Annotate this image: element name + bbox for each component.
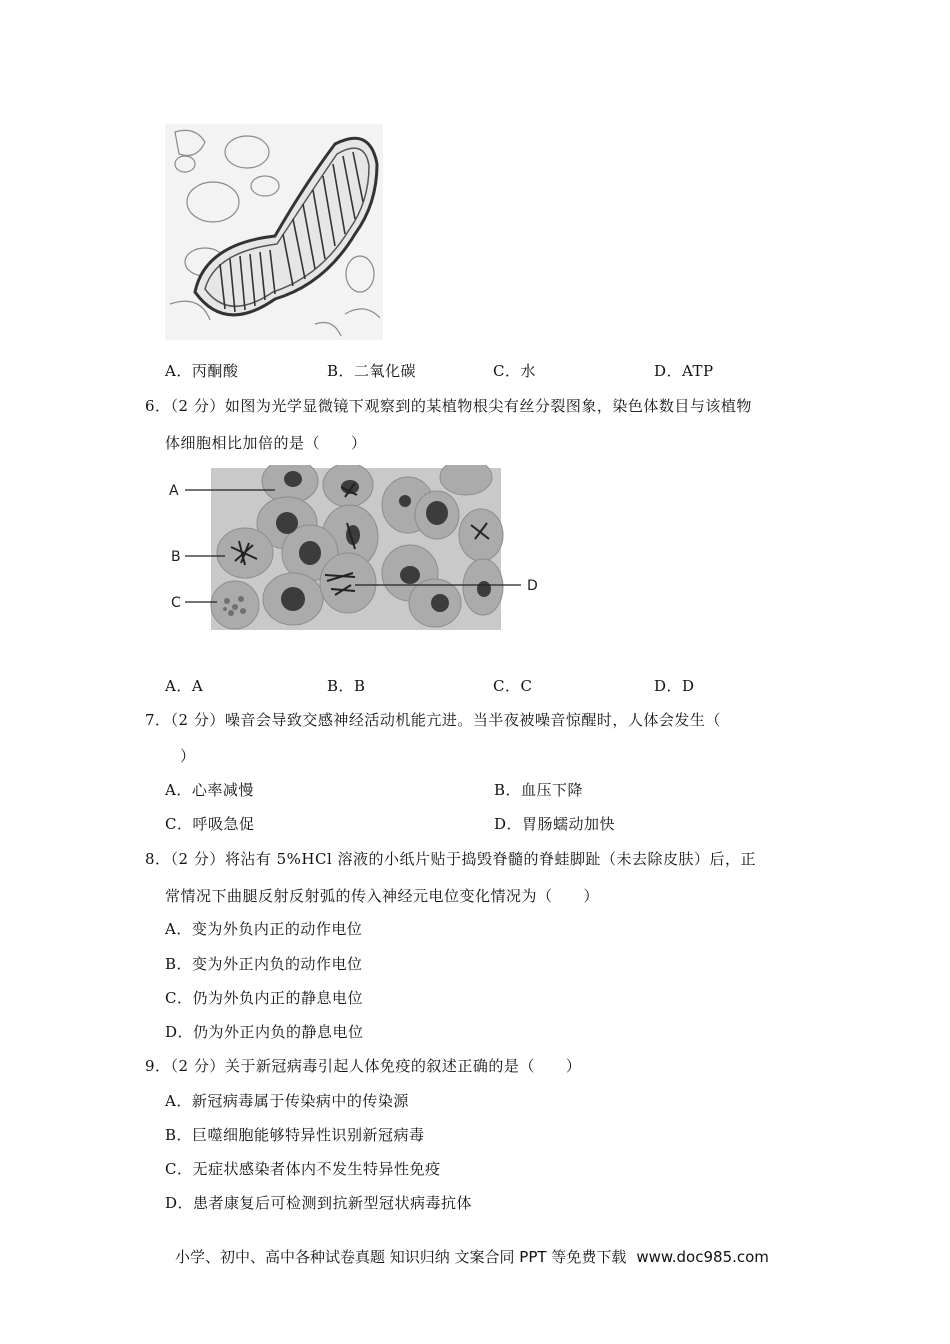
q5-option-b: B．二氧化碳 — [327, 362, 417, 380]
figure-label-c: C — [171, 595, 181, 611]
q8-stem-line1: 8．（2 分）将沾有 5%HCl 溶液的小纸片贴于捣毁脊髓的脊蛙脚趾（未去除皮肤）后，正 — [145, 850, 757, 868]
q5-option-a: A．丙酮酸 — [165, 362, 239, 380]
figure-label-a: A — [169, 483, 179, 499]
q6-option-b: B．B — [327, 677, 366, 695]
q8-option-d: D．仍为外正内负的静息电位 — [165, 1023, 364, 1041]
mitochondrion-figure — [165, 124, 383, 340]
q6-stem-line1: 6．（2 分）如图为光学显微镜下观察到的某植物根尖有丝分裂图象，染色体数目与该植物 — [145, 397, 752, 415]
q7-option-b: B．血压下降 — [494, 781, 584, 799]
q9-option-a: A．新冠病毒属于传染病中的传染源 — [165, 1092, 409, 1110]
figure-label-d: D — [527, 578, 538, 594]
q5-option-d: D．ATP — [654, 362, 714, 380]
q6-option-a: A．A — [165, 677, 204, 695]
footer-url[interactable]: www.doc985.com — [636, 1248, 769, 1266]
q8-option-b: B．变为外正内负的动作电位 — [165, 955, 363, 973]
q9-option-b: B．巨噬细胞能够特异性识别新冠病毒 — [165, 1126, 425, 1144]
q9-stem: 9．（2 分）关于新冠病毒引起人体免疫的叙述正确的是（ ） — [145, 1057, 582, 1075]
q7-option-d: D．胃肠蠕动加快 — [494, 815, 616, 833]
q6-option-c: C．C — [493, 677, 533, 695]
root-tip-mitosis-figure — [165, 465, 550, 640]
q7-stem-line1: 7．（2 分）噪音会导致交感神经活动机能亢进。当半夜被噪音惊醒时，人体会发生（ — [145, 711, 721, 729]
q9-option-d: D．患者康复后可检测到抗新型冠状病毒抗体 — [165, 1194, 473, 1212]
q6-stem-line2: 体细胞相比加倍的是（ ） — [165, 434, 367, 452]
q6-option-d: D．D — [654, 677, 695, 695]
q7-stem-line2: ） — [180, 747, 196, 765]
q8-stem-line2: 常情况下曲腿反射反射弧的传入神经元电位变化情况为（ ） — [165, 887, 600, 905]
q7-option-a: A．心率减慢 — [165, 781, 254, 799]
page-footer — [175, 1246, 769, 1267]
q9-option-c: C．无症状感染者体内不发生特异性免疫 — [165, 1160, 441, 1178]
figure-label-b: B — [171, 549, 181, 565]
q5-option-c: C．水 — [493, 362, 536, 380]
footer-text: 小学、初中、高中各种试卷真题 知识归纳 文案合同 PPT 等免费下载 — [175, 1248, 627, 1266]
q8-option-c: C．仍为外负内正的静息电位 — [165, 989, 363, 1007]
q7-option-c: C．呼吸急促 — [165, 815, 255, 833]
q8-option-a: A．变为外负内正的动作电位 — [165, 920, 363, 938]
